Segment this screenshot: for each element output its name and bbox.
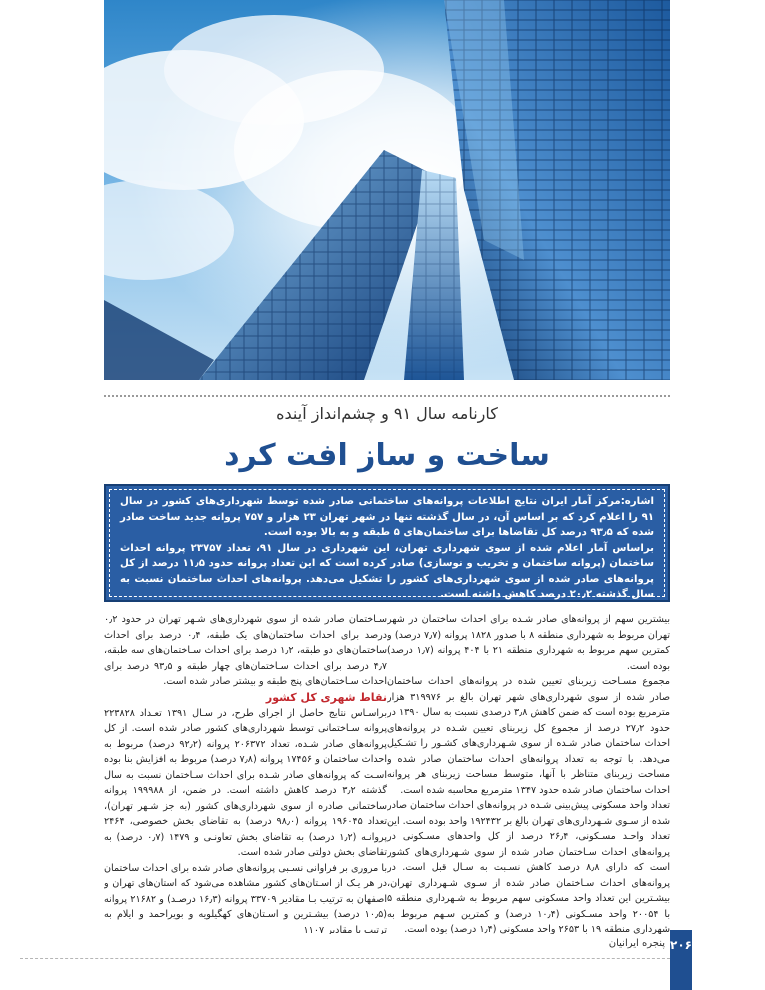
skyscraper-illustration <box>104 0 670 380</box>
body-column-right <box>387 612 670 934</box>
lead-paragraph: اشاره:مرکز آمار ایران نتایج اطلاعات پروانه‌های ساختمانی صادر شده توسط شهرداری‌های کشور در سال ۹۱ را اعلام کرد که بر اساس آن، در سال گذشته تنها در شهر تهران ۲۳ هزار و ۷۵۷ پروانه جدید ساخت صادر شده که ۹۳٫۵ درصد کل تقاضاها برای ساختمان‌های ۵ طبقه و به بالا بوده است. <box>120 496 654 538</box>
body-paragraph: بیشترین سهم از پروانه‌های صادر شـده برای احداث ساختمان در شهر تهران مربوط به شهرداری منطقه ۸ با صدور ۱۸۲۸ پروانه (۷٫۷ درصد) و کمترین سهم مربوط به شهرداری منطقه ۲۱ با ۴۰۴ پروانه (۱٫۷ درصد) بوده است. <box>387 614 670 672</box>
magazine-name: پنجره ایرانیان <box>608 938 665 949</box>
lead-paragraph: براساس آمار اعلام شده از سوی شهرداری تهران، این شهرداری در سال ۹۱، تعداد ۲۳۷۵۷ پروانه احداث ساختمان (پروانه ساختمان و تخریب و نوسازی) صادر کرده است که این تعداد پروانه حدود ۱۱٫۵ درصد از کل پروانه‌های صادر شده از سوی شهرداری‌های کشور را تشکیل می‌دهد. پروانه‌های احداث ساختمان نسبت به سال گذشته ۲۰٫۲ درصد کاهش داشته است. <box>120 542 654 600</box>
kicker: کارنامه سال ۹۱ و چشم‌انداز آینده <box>276 404 498 423</box>
body-paragraph: براسـاس نتایج حاصل از اجرای طرح، در سـال ۱۳۹۱ تعـداد ۲۲۳۸۲۸ پروانه سـاختمانی توسط شهرداری‌های کشور صادر شده است. از کل پروانه‌های صادر شـده، تعداد ۲۰۶۳۷۲ پروانه (۹۲٫۲ درصد) مربوط به احداث ساختمان و ۱۷۴۵۶ پروانه (۷٫۸ درصد) مربوط به افزایش بنا بوده اسـت که پروانه‌های صادر شـده برای احداث سـاختمان نسبت به سال گذشته ۳٫۲ درصد کاهش داشته است. در ضمن، از ۱۹۹۹۸۸ پروانه ساختمانی صادره از سوی شهرداری‌های کشور (به جز شـهر تهران)، تعداد ۱۹۶۰۴۵ پروانه (۹۸٫۰ درصد) به تقاضای بخش خصوصی، ۲۴۶۴ پروانـه (۱٫۲ درصد) به تقاضای بخش تعاونـی و ۱۴۷۹ (۰٫۷ درصد) به تقاضای بخش دولتی صادر شده است. <box>104 707 387 858</box>
body-column-left <box>104 612 387 934</box>
body-paragraph: با مروری بر فراوانی نسـبی پروانه‌های صادر شده برای احداث ساختمان در هر یـک از اسـتان‌های کشور مشاهده می‌شود که استان‌های تهران و اصفهان به ترتیب بـا مقادیر ۳۳۷۰۹ پروانه (۱۶٫۳ درصـد) و ۲۱۶۸۲ پروانه (۱۰٫۵ درصد) بیشـترین و اسـتان‌های کهگیلویه و بویراحمد و ایلام به ترتیب با مقادیر ۱۱۰۷ <box>104 862 387 934</box>
lead-box <box>104 484 670 602</box>
body-paragraph: تعداد واحد مسکونی پیش‌بینی شـده در پروانه‌های احداث ساختمان صادر شده از سـوی شـهرداری‌های تهران بالغ بر ۱۹۲۴۳۲ واحد بوده است. این تعداد واحـد مسـکونی، ۲۶٫۴ درصد از کل واحدهای مسـکونی در پروانه‌های احداث سـاختمان صادر شده از سوی شـهرداری‌های کشور است که دارای ۸٫۸ درصد کاهش نسـبت به سـال قبل است. در پروانه‌های احداث سـاختمان صادر شده از سـوی شـهرداری تهران، بیشـترین این تعداد واحد مسکونی سهم مربوط به شـهرداری منطقه ۵ با ۲۰۰۵۴ واحد مسـکونی (۱۰٫۴ درصد) و کمترین سـهم مربوط به شهرداری منطقه ۱۹ با ۲۶۵۳ واحد مسکونی (۱٫۴ درصد) بوده است. <box>387 800 670 934</box>
body-paragraph: سـاختمان صادر شده از سوی شهرداری‌های شـهر تهران در حدود ۰٫۲ درصد برای احداث ساختمان‌های یک طبقه، ۰٫۴ درصد برای احداث ساختمان‌های دو طبقه، ۱٫۲ درصد برای احداث سـاختمان‌های سه طبقه، ۴٫۷ درصد برای احداث سـاختمان‌های چهار طبقه و ۹۳٫۵ درصد برای احداث سـاختمان‌های پنج طبقه و بیشتر صادر شده است. <box>104 614 387 687</box>
body-paragraph: مجموع مسـاحت زیربنای تعیین شده در پروانه‌های احداث ساختمان صادر شده از سوی شهرداری‌های شهر تهران بالغ بر ۳۱۹۹۷۶ هزار مترمربع بوده است که ضمن کاهش ۳٫۸ درصدی نسبت به سال ۱۳۹۰ در حدود ۲۷٫۲ درصد از مجموع کل زیربنای تعیین شـده در پروانه‌های احداث ساختمان صادر شـده از سوی شـهرداری‌های کشـور را تشـکیل می‌دهد. با توجه به تعداد پروانه‌های احداث ساختمان صادر شده و مساحت زیربنای متناظر با آنها، متوسط مساحت زیربنای هر پروانه احداث ساختمان صادر شده حدود ۱۳۴۷ مترمربع محاسبه شده است. <box>387 676 670 796</box>
headline: ساخت و ساز افت کرد <box>224 438 550 473</box>
section-subhead: نقاط شهری کل کشور <box>265 690 387 704</box>
footer-divider <box>20 958 685 959</box>
page-number: ۲۰۶ <box>670 930 692 990</box>
hero-image <box>104 0 670 380</box>
separator-dotted <box>104 395 670 397</box>
